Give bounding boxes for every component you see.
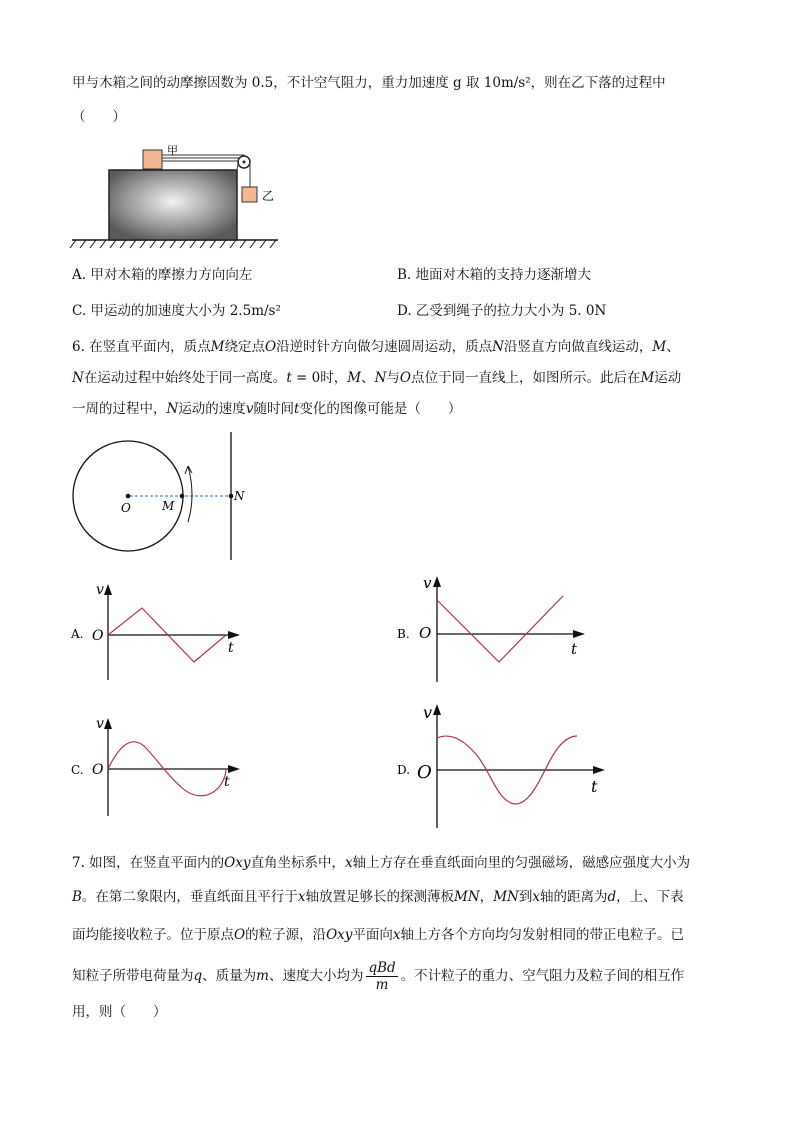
q5-option-b: B. 地面对木箱的支持力逐渐增大 xyxy=(397,267,592,283)
label-O: O xyxy=(121,501,131,515)
graph-b xyxy=(395,572,595,687)
graph-c-label: C. xyxy=(71,763,84,777)
graph-a-origin: O xyxy=(92,628,104,644)
graph-b-xlabel: t xyxy=(571,640,578,658)
q6-circle-figure xyxy=(70,430,260,562)
graph-d xyxy=(395,700,610,830)
graph-c-origin: O xyxy=(92,762,104,778)
graph-a-label: A. xyxy=(71,627,84,641)
graph-a-xlabel: t xyxy=(228,640,234,656)
q7-line1: 7. 如图，在竖直平面内的Oxy直角坐标系中，x轴上方存在垂直纸面向里的匀强磁场，磁感应强度大小为 xyxy=(72,855,691,871)
graph-c-ylabel: v xyxy=(96,716,104,732)
graph-a xyxy=(68,580,258,690)
graph-d-ylabel: v xyxy=(423,703,433,722)
q6-stem-line2: N在运动过程中始终处于同一高度。t = 0时，M、N与O点位于同一直线上，如图所示。此后在M运动 xyxy=(72,370,682,386)
q5-option-c: C. 甲运动的加速度大小为 2.5m/s² xyxy=(72,303,281,319)
point-O xyxy=(126,494,131,499)
q5-option-d: D. 乙受到绳子的拉力大小为 5. 0N xyxy=(397,303,607,319)
graph-b-origin: O xyxy=(419,624,432,642)
graph-d-xlabel: t xyxy=(591,777,598,796)
graph-a-ylabel: v xyxy=(96,582,104,598)
q6-stem-line3: 一周的过程中，N运动的速度v随时间t变化的图像可能是（ ） xyxy=(72,401,462,417)
ccw-arrow xyxy=(188,466,192,522)
q7-line4: 知粒子所带电荷量为q、质量为m、速度大小均为 $\frac{\text{qBd}}{m}$ 。不计粒子的重力、空气阻力及粒子间的相互作 xyxy=(72,960,685,993)
graph-c xyxy=(68,714,258,826)
velocity-fraction: $\frac{\text{qBd}}{m}$ xyxy=(368,960,396,993)
wooden-box xyxy=(109,170,237,240)
q5-stem-line1: 甲与木箱之间的动摩擦因数为 0.5，不计空气阻力，重力加速度 g 取 10m/s²，则在乙下落的过程中 xyxy=(72,75,666,91)
graph-d-label: D. xyxy=(397,763,411,777)
graph-b-ylabel: v xyxy=(423,574,432,592)
label-jia: 甲 xyxy=(167,144,178,157)
graph-b-curve xyxy=(437,596,563,662)
graph-d-origin: O xyxy=(417,762,432,783)
q6-stem-line1: 6. 在竖直平面内，质点M绕定点O沿逆时针方向做匀速圆周运动，质点N沿竖直方向做直线运动，M、 xyxy=(72,339,680,355)
label-N: N xyxy=(234,489,245,503)
q5-option-a: A. 甲对木箱的摩擦力方向向左 xyxy=(72,267,253,283)
label-M: M xyxy=(162,499,175,513)
graph-c-xlabel: t xyxy=(224,774,230,790)
q5-stem-line2: （ ） xyxy=(72,109,126,125)
block-yi xyxy=(242,187,257,202)
q5-figure xyxy=(70,140,280,252)
q7-line3: 面均能接收粒子。位于原点O的粒子源，沿Oxy平面向x轴上方各个方向均匀发射相同的带正电粒子。已 xyxy=(72,927,685,943)
block-jia xyxy=(143,150,162,169)
label-yi: 乙 xyxy=(262,189,275,203)
q7-line2: B。在第二象限内，垂直纸面且平行于x轴放置足够长的探测薄板MN，MN到x轴的距离为d，上、下表 xyxy=(72,889,684,905)
point-M xyxy=(180,494,185,499)
q7-line5: 用，则（ ） xyxy=(72,1004,167,1020)
graph-b-label: B. xyxy=(397,627,410,641)
